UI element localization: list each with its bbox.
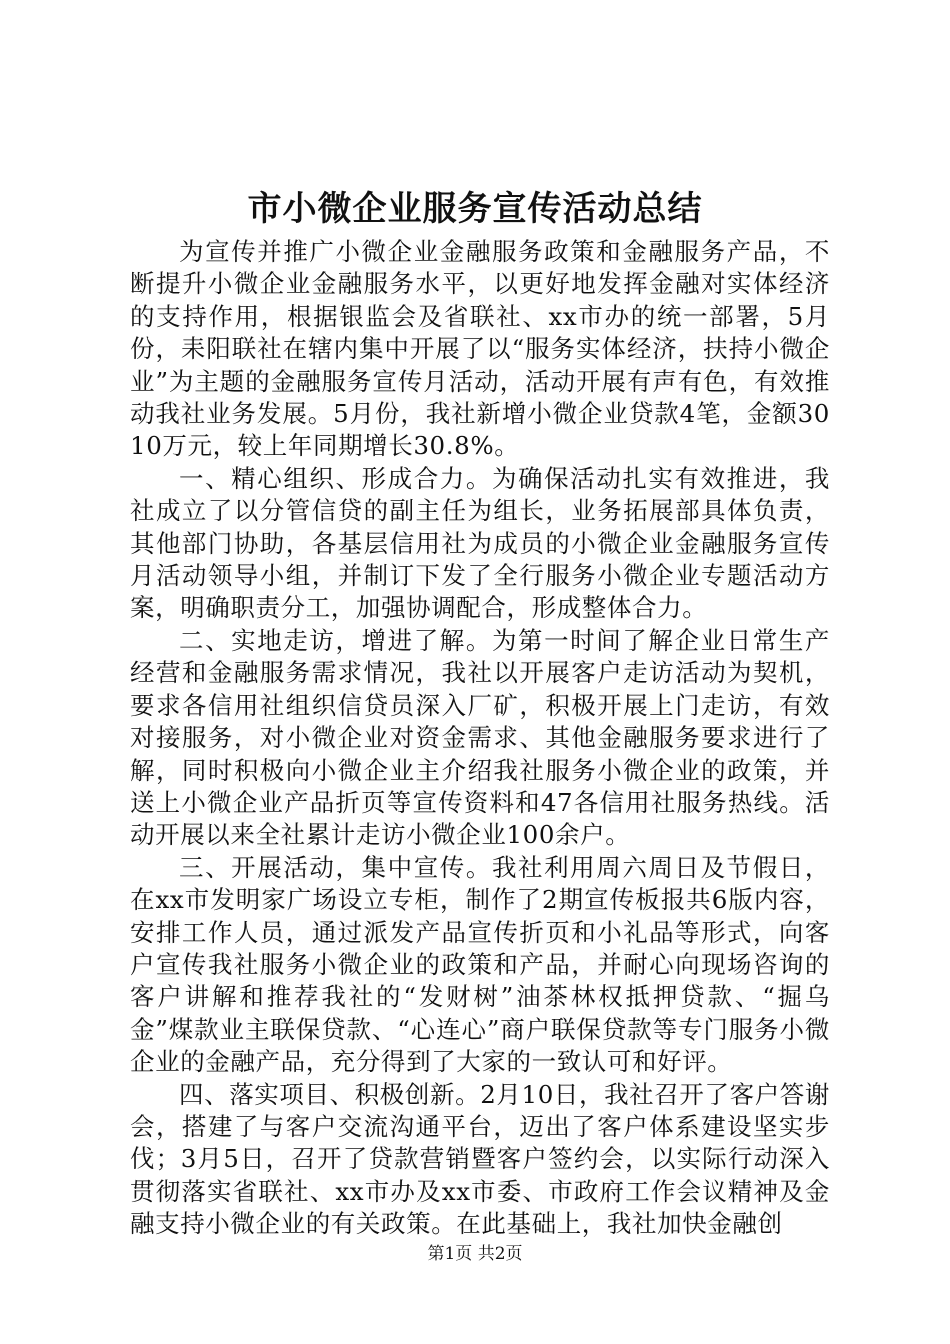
page-number-footer: 第1页 共2页 (427, 1244, 523, 1264)
document-title: 市小微企业服务宣传活动总结 (247, 189, 703, 229)
paragraph-section-3: 三、开展活动，集中宣传。我社利用周六周日及节假日，在xx市发明家广场设立专柜，制作了2期宣传板报共6版内容，安排工作人员，通过派发产品宣传折页和小礼品等形式，向客户宣传我社服务小微企业的政策和产品，并耐心向现场咨询的客户讲解和推荐我社的“发财树”油茶林权抵押贷款、“掘乌金”煤款业主联保贷款、“心连心”商户联保贷款等专门服务小微企业的金融产品，充分得到了大家的一致认可和好评。 (130, 852, 830, 1077)
paragraph-section-4: 四、落实项目、积极创新。2月10日，我社召开了客户答谢会，搭建了与客户交流沟通平台，迈出了客户体系建设坚实步伐；3月5日，召开了贷款营销暨客户签约会，以实际行动深入贯彻落实省联社、xx市办及xx市委、市政府工作会议精神及金融支持小微企业的有关政策。在此基础上，我社加快金融创 (130, 1079, 830, 1239)
paragraph-section-1: 一、精心组织、形成合力。为确保活动扎实有效推进，我社成立了以分管信贷的副主任为组长，业务拓展部具体负责，其他部门协助，各基层信用社为成员的小微企业金融服务宣传月活动领导小组，并制订下发了全行服务小微企业专题活动方案，明确职责分工，加强协调配合，形成整体合力。 (130, 463, 830, 623)
document-body (130, 236, 830, 1241)
paragraph-intro: 为宣传并推广小微企业金融服务政策和金融服务产品，不断提升小微企业金融服务水平，以更好地发挥金融对实体经济的支持作用，根据银监会及省联社、xx市办的统一部署，5月份，耒阳联社在辖内集中开展了以“服务实体经济，扶持小微企业”为主题的金融服务宣传月活动，活动开展有声有色，有效推动我社业务发展。5月份，我社新增小微企业贷款4笔，金额3010万元，较上年同期增长30.8%。 (130, 237, 830, 461)
paragraph-section-2: 二、实地走访，增进了解。为第一时间了解企业日常生产经营和金融服务需求情况，我社以开展客户走访活动为契机，要求各信用社组织信贷员深入厂矿，积极开展上门走访，有效对接服务，对小微企业对资金需求、其他金融服务要求进行了解，同时积极向小微企业主介绍我社服务小微企业的政策，并送上小微企业产品折页等宣传资料和47各信用社服务热线。活动开展以来全社累计走访小微企业100余户。 (130, 625, 830, 850)
